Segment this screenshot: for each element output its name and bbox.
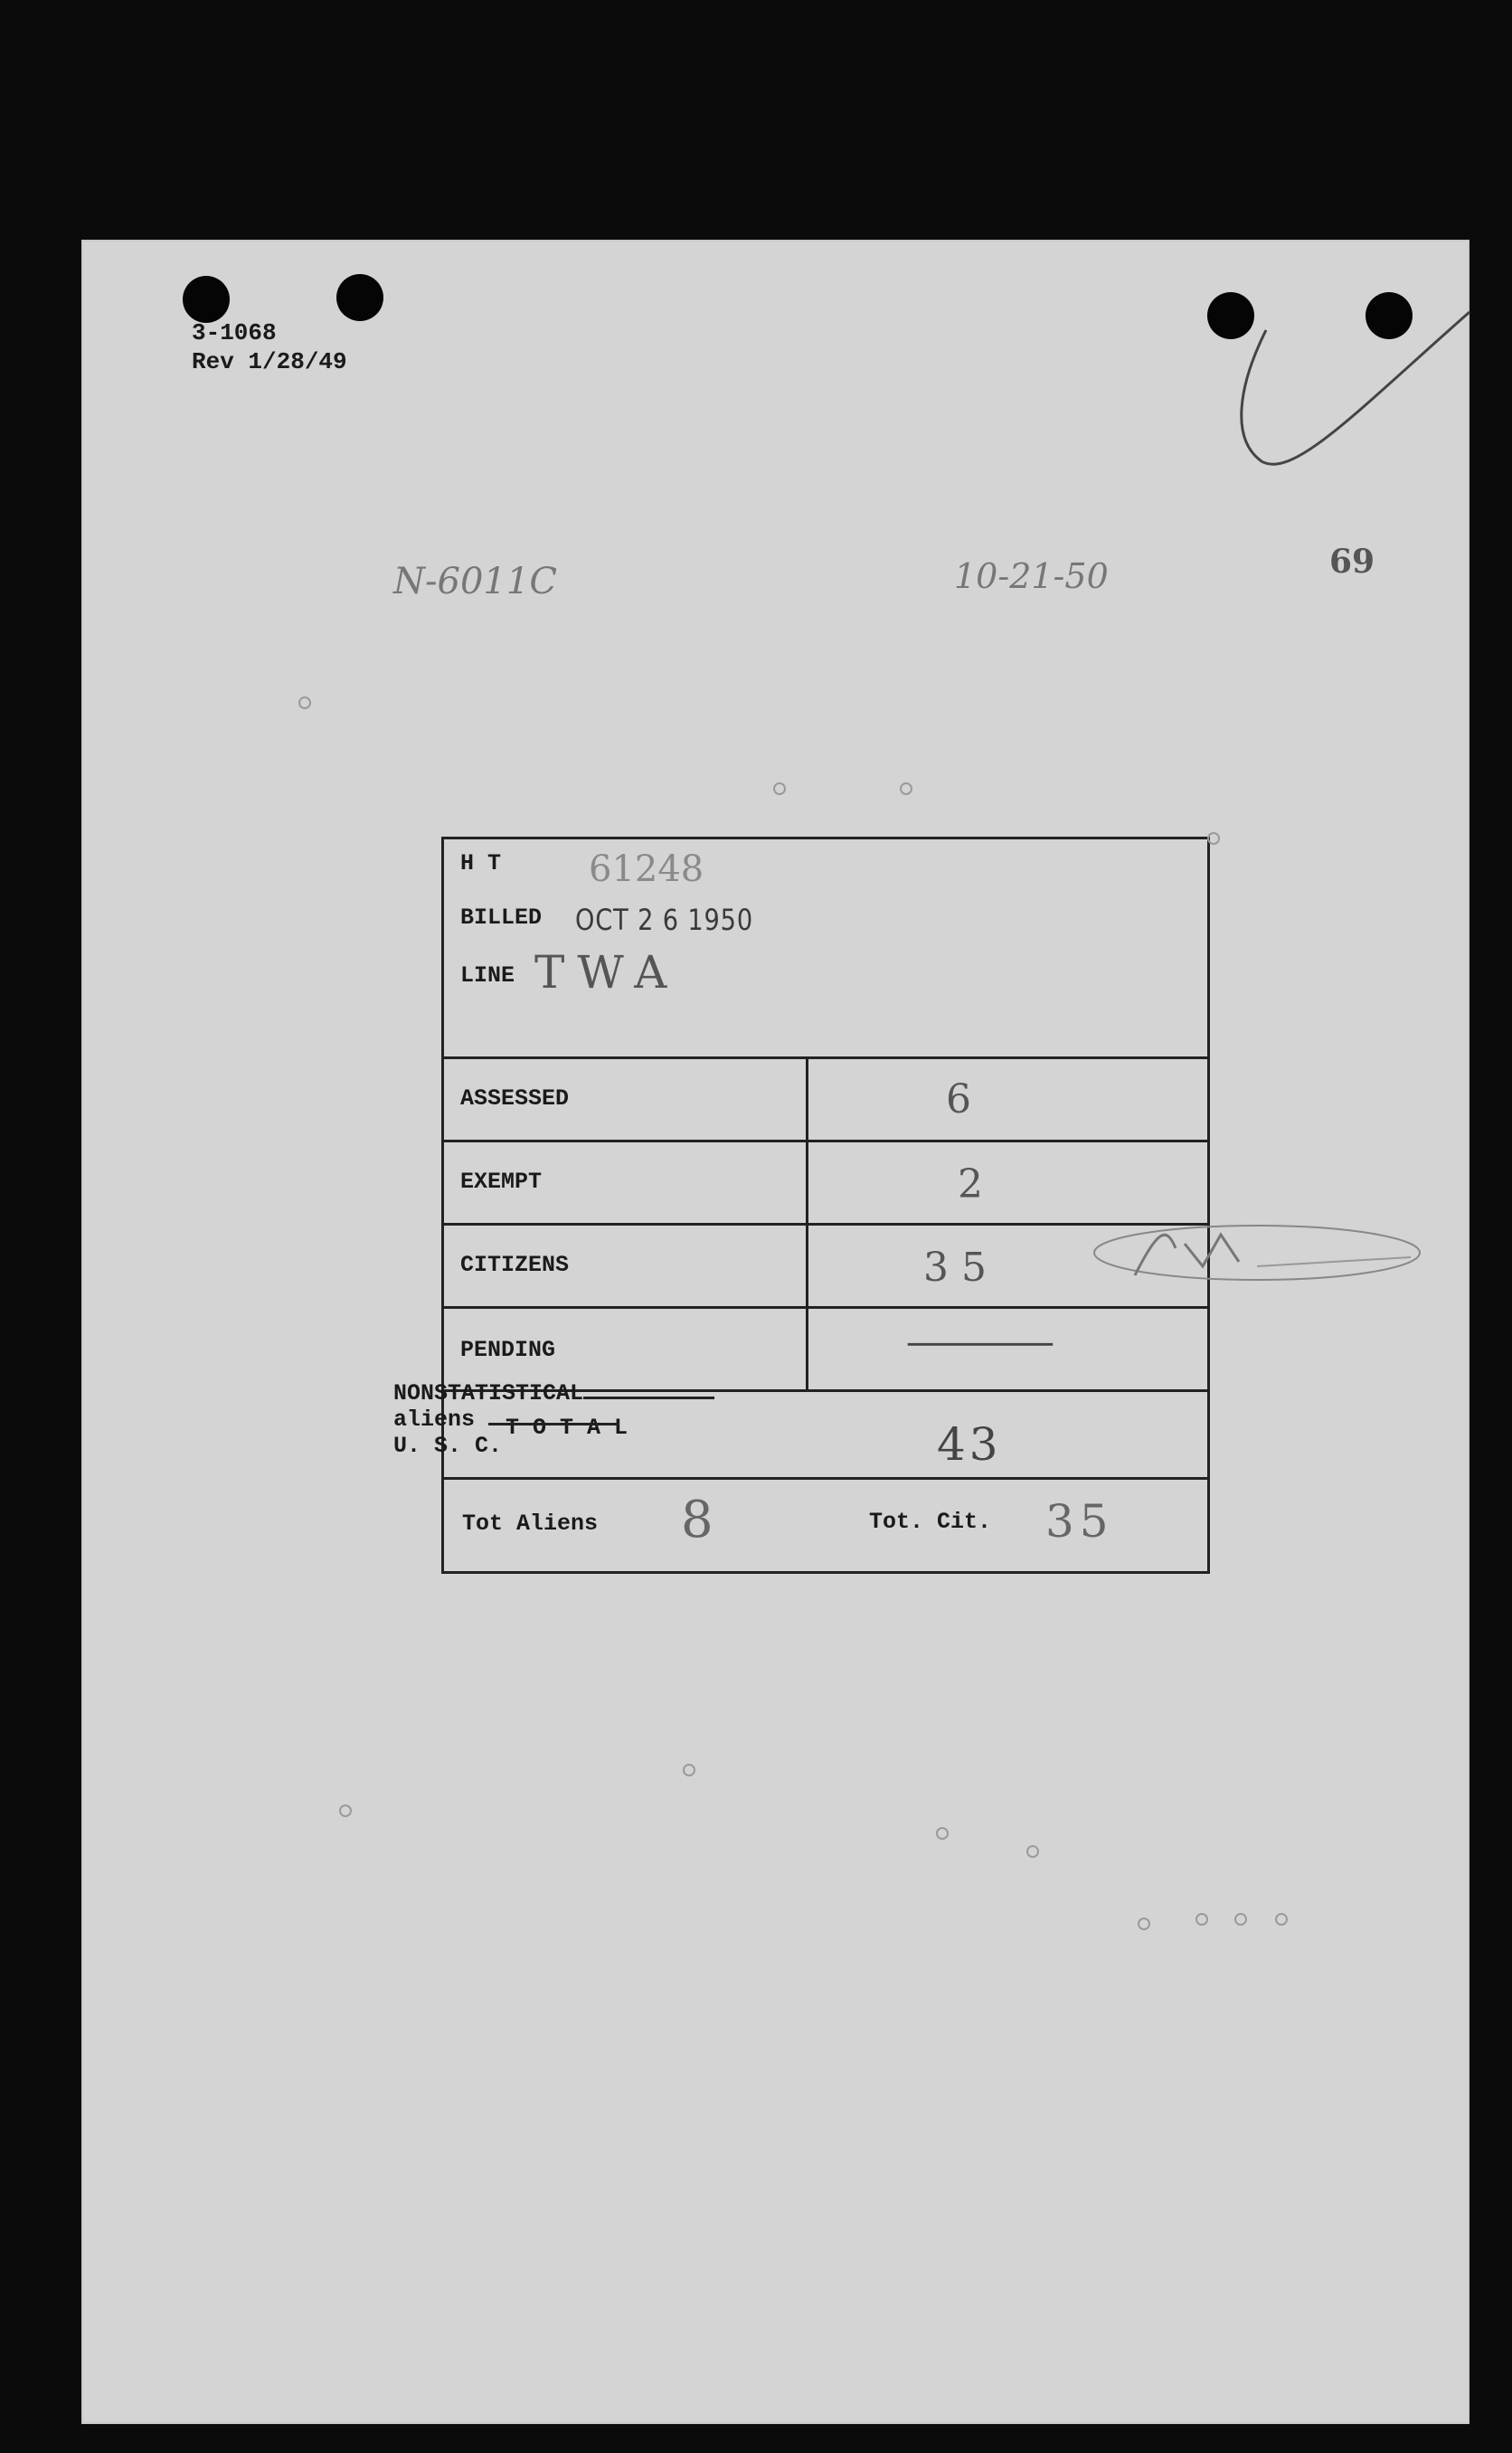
footer-line: [339, 1354, 714, 1485]
document-page: [81, 240, 1469, 2424]
header-date: 10-21-50: [954, 556, 1109, 596]
tot-cit-label: Tot. Cit.: [869, 1509, 992, 1535]
check-mark-icon: [1212, 303, 1474, 484]
page-number: 69: [1329, 543, 1375, 581]
total-label: T O T A L: [506, 1415, 628, 1441]
exempt-value: 2: [958, 1161, 983, 1208]
usc-label: U. S. C.: [393, 1433, 503, 1459]
line-value: TWA: [534, 946, 680, 999]
line-label: LINE: [460, 962, 515, 989]
ht-label: H T: [460, 850, 502, 876]
initials-scribble-icon: [1049, 1212, 1429, 1302]
pending-value: —: [901, 1319, 1060, 1365]
aliens-label: aliens: [393, 1406, 476, 1433]
manifest-number: N-6011C: [393, 561, 557, 602]
ht-value: 61248: [589, 848, 704, 890]
exempt-label: EXEMPT: [460, 1169, 543, 1195]
nonstatistical-label: NONSTATISTICAL: [393, 1380, 584, 1406]
tot-aliens-value: 8: [681, 1491, 713, 1549]
tot-cit-value: 35: [1045, 1495, 1114, 1548]
billed-stamp: OCT 2 6 1950: [575, 903, 753, 937]
punch-hole-2: [336, 274, 383, 321]
tot-aliens-label: Tot Aliens: [462, 1511, 599, 1537]
citizens-value: 35: [923, 1245, 999, 1291]
form-number: 3-1068: [192, 319, 277, 346]
citizens-label: CITIZENS: [460, 1252, 570, 1278]
pending-label: PENDING: [460, 1337, 556, 1363]
billed-label: BILLED: [460, 904, 543, 931]
form-revision: Rev 1/28/49: [192, 348, 347, 375]
assessed-value: 6: [946, 1076, 971, 1122]
punch-hole-1: [183, 276, 230, 323]
assessed-label: ASSESSED: [460, 1085, 570, 1112]
total-value: 43: [937, 1418, 1002, 1471]
